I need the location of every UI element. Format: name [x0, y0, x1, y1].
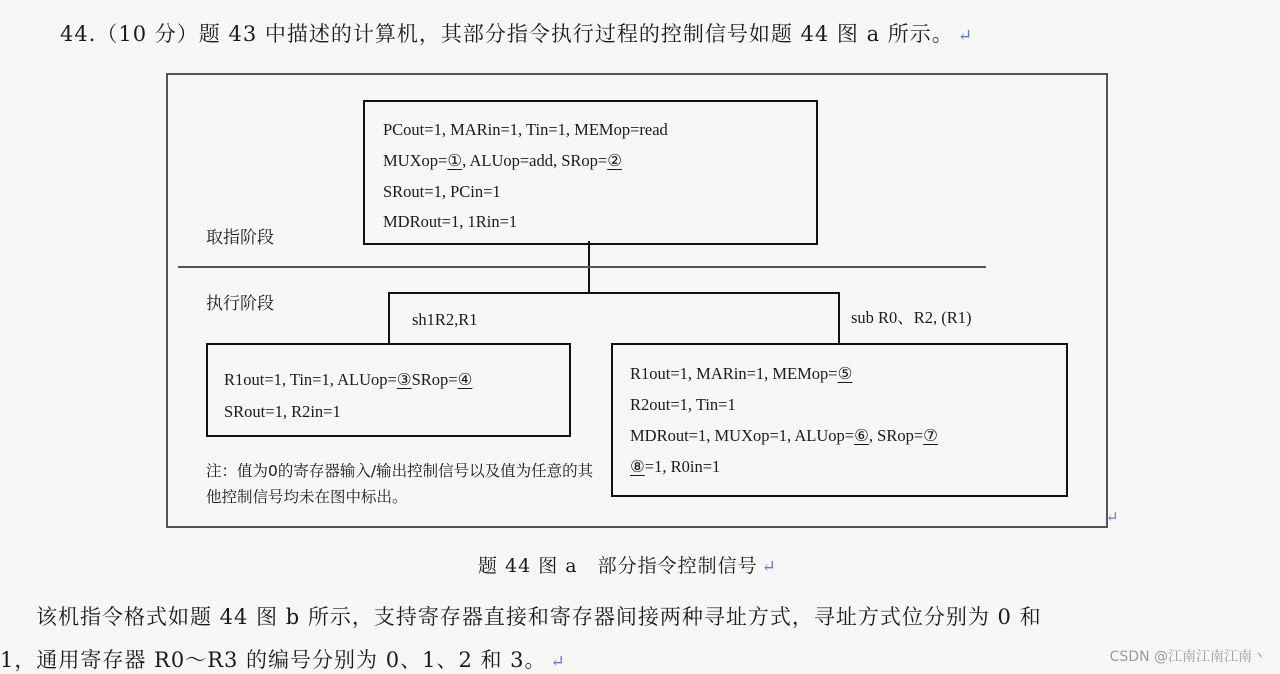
return-mark-icon: ↵	[1106, 508, 1119, 526]
watermark: CSDN @江南江南江南丶	[1109, 649, 1266, 665]
blank-4: ④	[457, 370, 473, 389]
blank-5: ⑤	[837, 364, 853, 383]
question-title-text: 44.（10 分）题 43 中描述的计算机，其部分指令执行过程的控制信号如题 44 图 a 所示。	[60, 22, 954, 46]
paragraph-line-2-text: 1，通用寄存器 R0～R3 的编号分别为 0、1、2 和 3。	[0, 648, 547, 672]
return-mark-icon: ↵	[550, 652, 566, 672]
sub-line-3: MDRout=1, MUXop=1, ALUop=⑥, SRop=⑦	[630, 426, 938, 445]
blank-3: ③	[396, 370, 412, 389]
blank-8: ⑧	[630, 457, 645, 476]
fetch-stage-label: 取指阶段	[206, 228, 274, 248]
sub-line-4: ⑧=1, R0in=1	[630, 457, 721, 476]
sub-line-2: R2out=1, Tin=1	[630, 395, 736, 414]
shl-line-2: SRout=1, R2in=1	[224, 402, 341, 421]
question-title	[60, 18, 973, 48]
return-mark-icon: ↵	[957, 26, 974, 46]
fetch-line-2: MUXop=①, ALUop=add, SRop=②	[383, 151, 623, 170]
figure-caption-text: 题 44 图 a 部分指令控制信号	[478, 555, 758, 577]
blank-2: ②	[607, 151, 623, 170]
figure-caption	[478, 551, 777, 578]
blank-1: ①	[447, 151, 463, 170]
paragraph-line-1: 该机指令格式如题 44 图 b 所示，支持寄存器直接和寄存器间接两种寻址方式，寻址方式位分别为 0 和	[36, 605, 1042, 629]
return-mark-icon: ↵	[761, 557, 777, 577]
branch-label-sub: sub R0、R2, (R1)	[851, 308, 972, 327]
blank-7: ⑦	[923, 426, 938, 445]
fetch-line-1: PCout=1, MARin=1, Tin=1, MEMop=read	[383, 120, 668, 139]
branch-bar	[388, 292, 839, 294]
connector-left	[388, 292, 390, 344]
shl-line-1: R1out=1, Tin=1, ALUop=③SRop=④	[224, 370, 473, 389]
sub-line-1: R1out=1, MARin=1, MEMop=⑤	[630, 364, 853, 383]
sub-signals-box	[611, 343, 1068, 497]
paragraph-line-2	[0, 644, 566, 674]
fetch-line-4: MDRout=1, 1Rin=1	[383, 212, 518, 231]
connector-right	[838, 292, 840, 344]
blank-6: ⑥	[854, 426, 869, 445]
exec-stage-label: 执行阶段	[206, 294, 274, 314]
fetch-line-3: SRout=1, PCin=1	[383, 182, 501, 201]
branch-label-shl: sh1R2,R1	[412, 310, 478, 329]
fetch-signals-box	[363, 100, 818, 245]
shl-signals-box	[206, 343, 571, 437]
stage-divider	[178, 266, 986, 268]
figure-note: 注：值为0的寄存器输入/输出控制信号以及值为任意的其他控制信号均未在图中标出。	[206, 462, 594, 506]
